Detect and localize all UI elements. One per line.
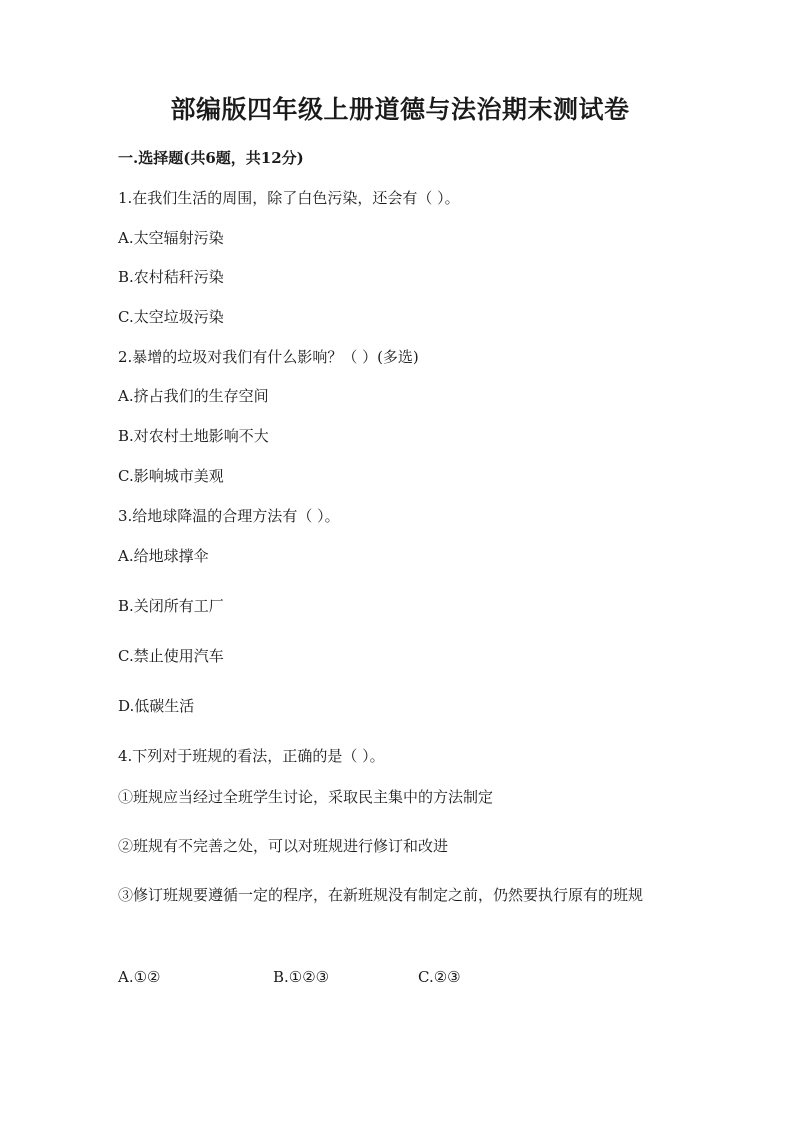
question-4-statement-3: ③修订班规要遵循一定的程序，在新班规没有制定之前，仍然要执行原有的班规 [118, 886, 644, 904]
question-3-stem: 3.给地球降温的合理方法有（ ）。 [118, 507, 340, 525]
question-1-stem: 1.在我们生活的周围，除了白色污染，还会有（ ）。 [118, 189, 460, 207]
question-1-option-b: B.农村秸秆污染 [118, 268, 224, 286]
question-1-option-c: C.太空垃圾污染 [118, 308, 224, 326]
question-4-option-b: B.①②③ [273, 968, 330, 986]
question-2-option-b: B.对农村土地影响不大 [118, 427, 269, 445]
question-3-option-a: A.给地球撑伞 [118, 547, 209, 565]
question-4-statement-1: ①班规应当经过全班学生讨论，采取民主集中的方法制定 [118, 788, 494, 806]
question-4-options [118, 966, 698, 988]
section-heading: 一.选择题(共6题，共12分) [118, 149, 304, 167]
question-2-option-a: A.挤占我们的生存空间 [118, 387, 269, 405]
question-3-option-b: B.关闭所有工厂 [118, 597, 224, 615]
question-4-statement-2: ②班规有不完善之处，可以对班规进行修订和改进 [118, 837, 449, 855]
page-title: 部编版四年级上册道德与法治期末测试卷 [170, 95, 630, 124]
question-2-stem: 2.暴增的垃圾对我们有什么影响？（ ）(多选) [118, 348, 419, 366]
question-1-option-a: A.太空辐射污染 [118, 229, 224, 247]
question-3-option-c: C.禁止使用汽车 [118, 647, 224, 665]
question-3-option-d: D.低碳生活 [118, 697, 195, 715]
question-4-stem: 4.下列对于班规的看法，正确的是（ ）。 [118, 747, 385, 765]
question-2-option-c: C.影响城市美观 [118, 467, 224, 485]
question-4-option-c: C.②③ [418, 968, 461, 986]
question-4-option-a: A.①② [118, 968, 161, 986]
